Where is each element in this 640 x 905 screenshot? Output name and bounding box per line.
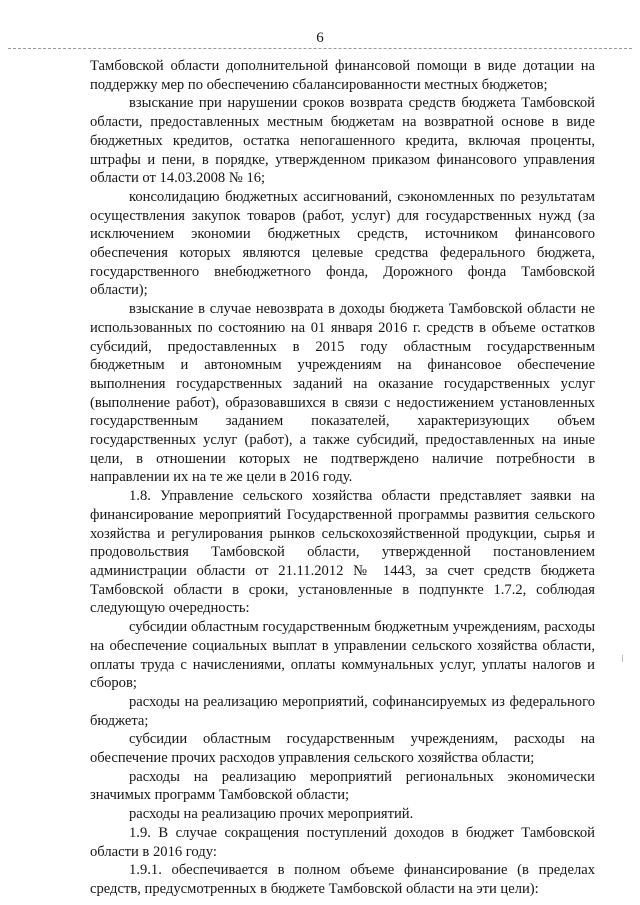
list-item-priority-2: расходы на реализацию мероприятий, софинансируемых из федерального бюджета;: [90, 693, 595, 729]
paragraph-consolidation: консолидацию бюджетных ассигнований, сэкономленных по результатам осуществления закупок товаров (работ, услуг) для государственных нужд (за исключением экономии бюджетных средств, источником финансового обеспечения которых являются целевые средства федерального бюджета, государственного внебюджетного фонда, Дорожного фонда Тамбовской области);: [90, 188, 595, 299]
scan-mark: [622, 655, 626, 662]
list-item-priority-3: субсидии областным государственным учреждениям, расходы на обеспечение прочих расходов управления сельского хозяйства области;: [90, 731, 595, 767]
list-item-priority-1: субсидии областным государственным бюджетным учреждениям, расходы на обеспечение социальных выплат в управлении сельского хозяйства области, оплаты труда с начислениями, оплаты коммунальных услуг, уплаты налогов и сборов;: [90, 619, 595, 692]
paragraph-dotation-support: Тамбовской области дополнительной финансовой помощи в виде дотации на поддержку мер по обеспечению сбалансированности местных бюджетов;: [90, 58, 595, 93]
list-item-priority-4: расходы на реализацию мероприятий региональных экономически значимых программ Тамбовской области;: [90, 768, 595, 804]
list-item-priority-5: расходы на реализацию прочих мероприятий.: [129, 806, 414, 823]
paragraph-1-9: 1.9. В случае сокращения поступлений доходов в бюджет Тамбовской области в 2016 году:: [90, 824, 595, 860]
paragraph-subsidy-recovery: взыскание в случае невозврата в доходы бюджета Тамбовской области не использованных по состоянию на 01 января 2016 г. средств в объеме остатков субсидий, предоставленных в 2015 году областным государственным бюджетным и автономным учреждениям на финансовое обеспечение выполнения государственных заданий на оказание государственных услуг (выполнение работ), образовавшихся в связи с недостижением установленных государственным заданием показателей, характеризующих объем государственных услуг (работ), а также субсидий, предоставленных на иные цели, в отношении которых не подтверждено наличие потребности в направлении их на те же цели в 2016 году.: [90, 301, 595, 486]
page-top-divider: [8, 48, 632, 49]
paragraph-1-9-1: 1.9.1. обеспечивается в полном объеме финансирование (в пределах средств, предусмотренных в бюджете Тамбовской области на эти цели):: [90, 862, 595, 897]
paragraph-1-8: 1.8. Управление сельского хозяйства области представляет заявки на финансирование мероприятий Государственной программы развития сельского хозяйства и регулирования рынков сельскохозяйственной продукции, сырья и продовольствия Тамбовской области, утвержденной постановлением администрации области от 21.11.2012 № 1443, за счет средств бюджета Тамбовской области в сроки, установленные в подпункте 1.7.2, соблюдая следующую очередность:: [90, 488, 595, 617]
page-number: 6: [316, 30, 324, 46]
paragraph-credit-recovery: взыскание при нарушении сроков возврата средств бюджета Тамбовской области, предоставленных местным бюджетам на возвратной основе в виде бюджетных кредитов, остатка непогашенного кредита, включая проценты, штрафы и пени, в порядке, утвержденном приказом финансового управления области от 14.03.2008 № 16;: [90, 95, 595, 187]
document-body: [90, 57, 595, 899]
